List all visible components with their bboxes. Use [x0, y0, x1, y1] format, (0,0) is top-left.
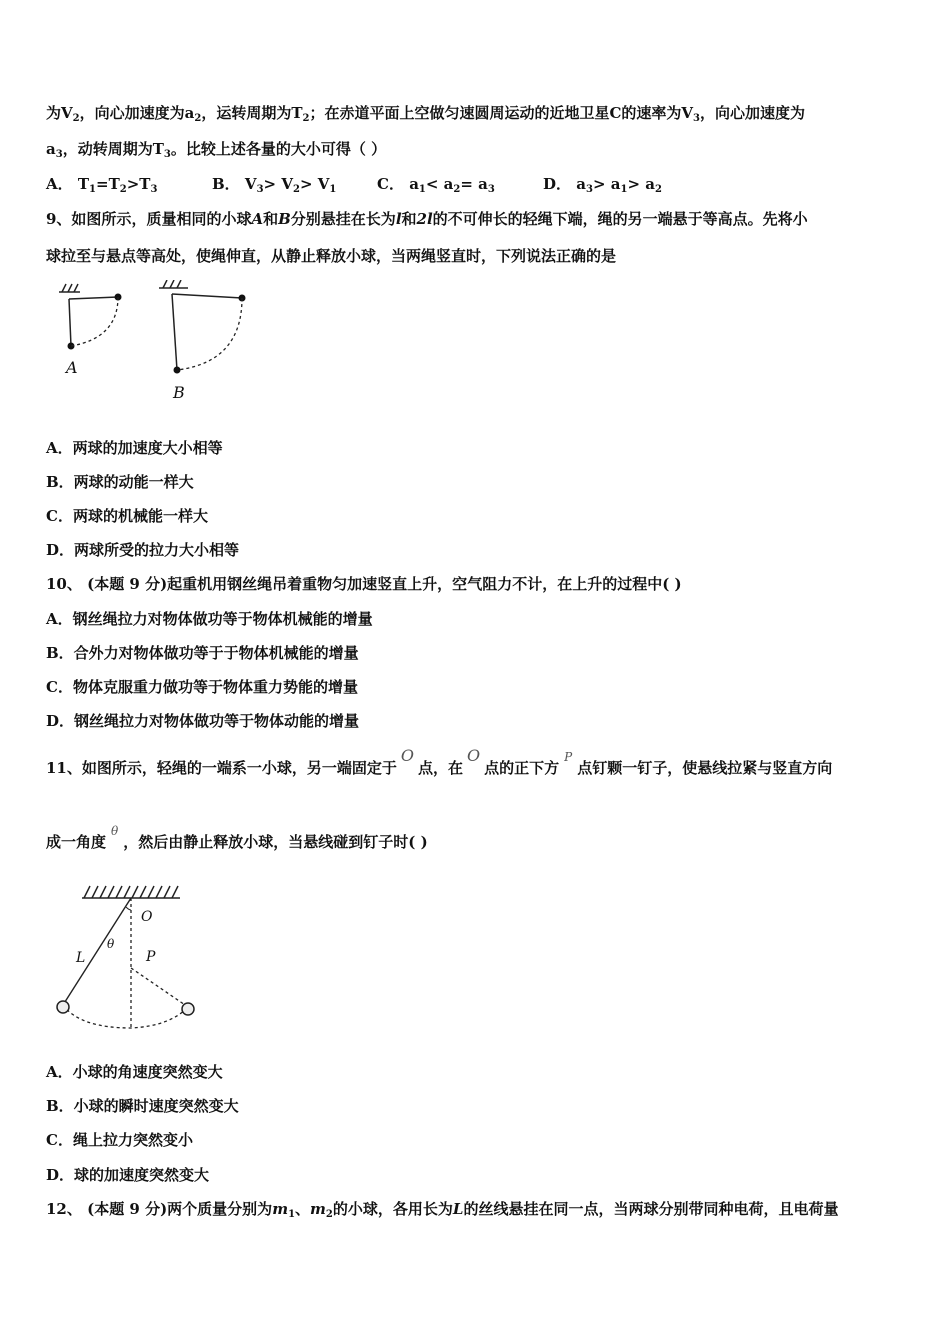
- q10-stem: 10、 (本题 9 分)起重机用钢丝绳吊着重物匀加速竖直上升，空气阻力不计，在上升的过程中( ): [46, 575, 682, 593]
- arc-a: [71, 297, 118, 346]
- fig-label-l: L: [76, 950, 86, 966]
- q10-option-b: B．合外力对物体做功等于于物体机械能的增量: [46, 644, 359, 662]
- q11-line-2: 成一角度$^\theta$，然后由静止释放小球，当悬线碰到钉子时( ): [46, 824, 428, 851]
- q8-line-1: 为$V_2$，向心加速度为$a_2$，运转周期为$T_2$；在赤道平面上空做匀速圆周运动的近地卫星C的速率为$V_3$，向心加速度为: [46, 104, 806, 124]
- fig-label-a: A: [66, 358, 78, 377]
- q8-option-a: A． $T_1=T_2>T_3$: [46, 175, 158, 195]
- q8-option-c: C． $a_1< a_2= a_3$: [377, 175, 495, 195]
- ball-left: [57, 1001, 69, 1013]
- ceiling: [82, 886, 180, 898]
- q11-pendulum-figure: [50, 880, 210, 1040]
- q11-option-d: D．球的加速度突然变大: [46, 1166, 210, 1184]
- q9-option-d: D．两球所受的拉力大小相等: [46, 541, 240, 559]
- q9-line-2: 球拉至与悬点等高处，使绳伸直，从静止释放小球，当两绳竖直时，下列说法正确的是: [46, 247, 617, 265]
- support-a: [59, 284, 80, 292]
- q8-option-b: B． $V_3> V_2> V_1$: [212, 175, 337, 195]
- rope-a-vertical: [69, 299, 71, 346]
- q8-line-2: $a_3$，动转周期为$T_3$。比较上述各量的大小可得（ ）: [46, 140, 387, 160]
- fig-label-theta: θ: [107, 937, 115, 951]
- q9-option-a: A．两球的加速度大小相等: [46, 439, 223, 457]
- string-after-peg: [131, 968, 188, 1007]
- ball-right: [182, 1003, 194, 1015]
- q10-option-a: A．钢丝绳拉力对物体做功等于物体机械能的增量: [46, 610, 373, 628]
- swing-arc: [63, 1005, 188, 1028]
- q10-option-c: C．物体克服重力做功等于物体重力势能的增量: [46, 678, 358, 696]
- rope-b-horizontal: [172, 294, 242, 298]
- arc-b: [177, 298, 242, 370]
- q11-line-1: 11、如图所示，轻绳的一端系一小球，另一端固定于O点，在O点的正下方$^P$点钉颗一钉子，使悬线拉紧与竖直方向: [46, 746, 833, 777]
- rope-b-vertical: [172, 294, 177, 370]
- q9-line-1: 9、如图所示，质量相同的小球A和B分别悬挂在长为l和2l的不可伸长的轻绳下端，绳的另一端悬于等高点。先将小: [46, 210, 808, 228]
- fig-label-o: O: [141, 909, 153, 925]
- q11-option-b: B．小球的瞬时速度突然变大: [46, 1097, 239, 1115]
- q8-option-d: D． $a_3> a_1> a_2$: [543, 175, 662, 195]
- q10-option-d: D．钢丝绳拉力对物体做功等于物体动能的增量: [46, 712, 360, 730]
- rope-a-horizontal: [69, 297, 118, 299]
- q9-pendulum-figure: [52, 280, 252, 405]
- fig-label-p: P: [146, 949, 156, 965]
- support-b: [159, 280, 188, 288]
- string-l: [63, 898, 131, 1005]
- q12-stem: 12、 (本题 9 分)两个质量分别为$m_1$、$m_2$的小球，各用长为L的丝线悬挂在同一点，当两球分别带同种电荷，且电荷量: [46, 1200, 839, 1220]
- angle-arc: [126, 907, 131, 910]
- q9-option-b: B．两球的动能一样大: [46, 473, 194, 491]
- q9-option-c: C．两球的机械能一样大: [46, 507, 208, 525]
- fig-label-b: B: [173, 383, 185, 402]
- q11-option-c: C．绳上拉力突然变小: [46, 1131, 193, 1149]
- q11-option-a: A．小球的角速度突然变大: [46, 1063, 223, 1081]
